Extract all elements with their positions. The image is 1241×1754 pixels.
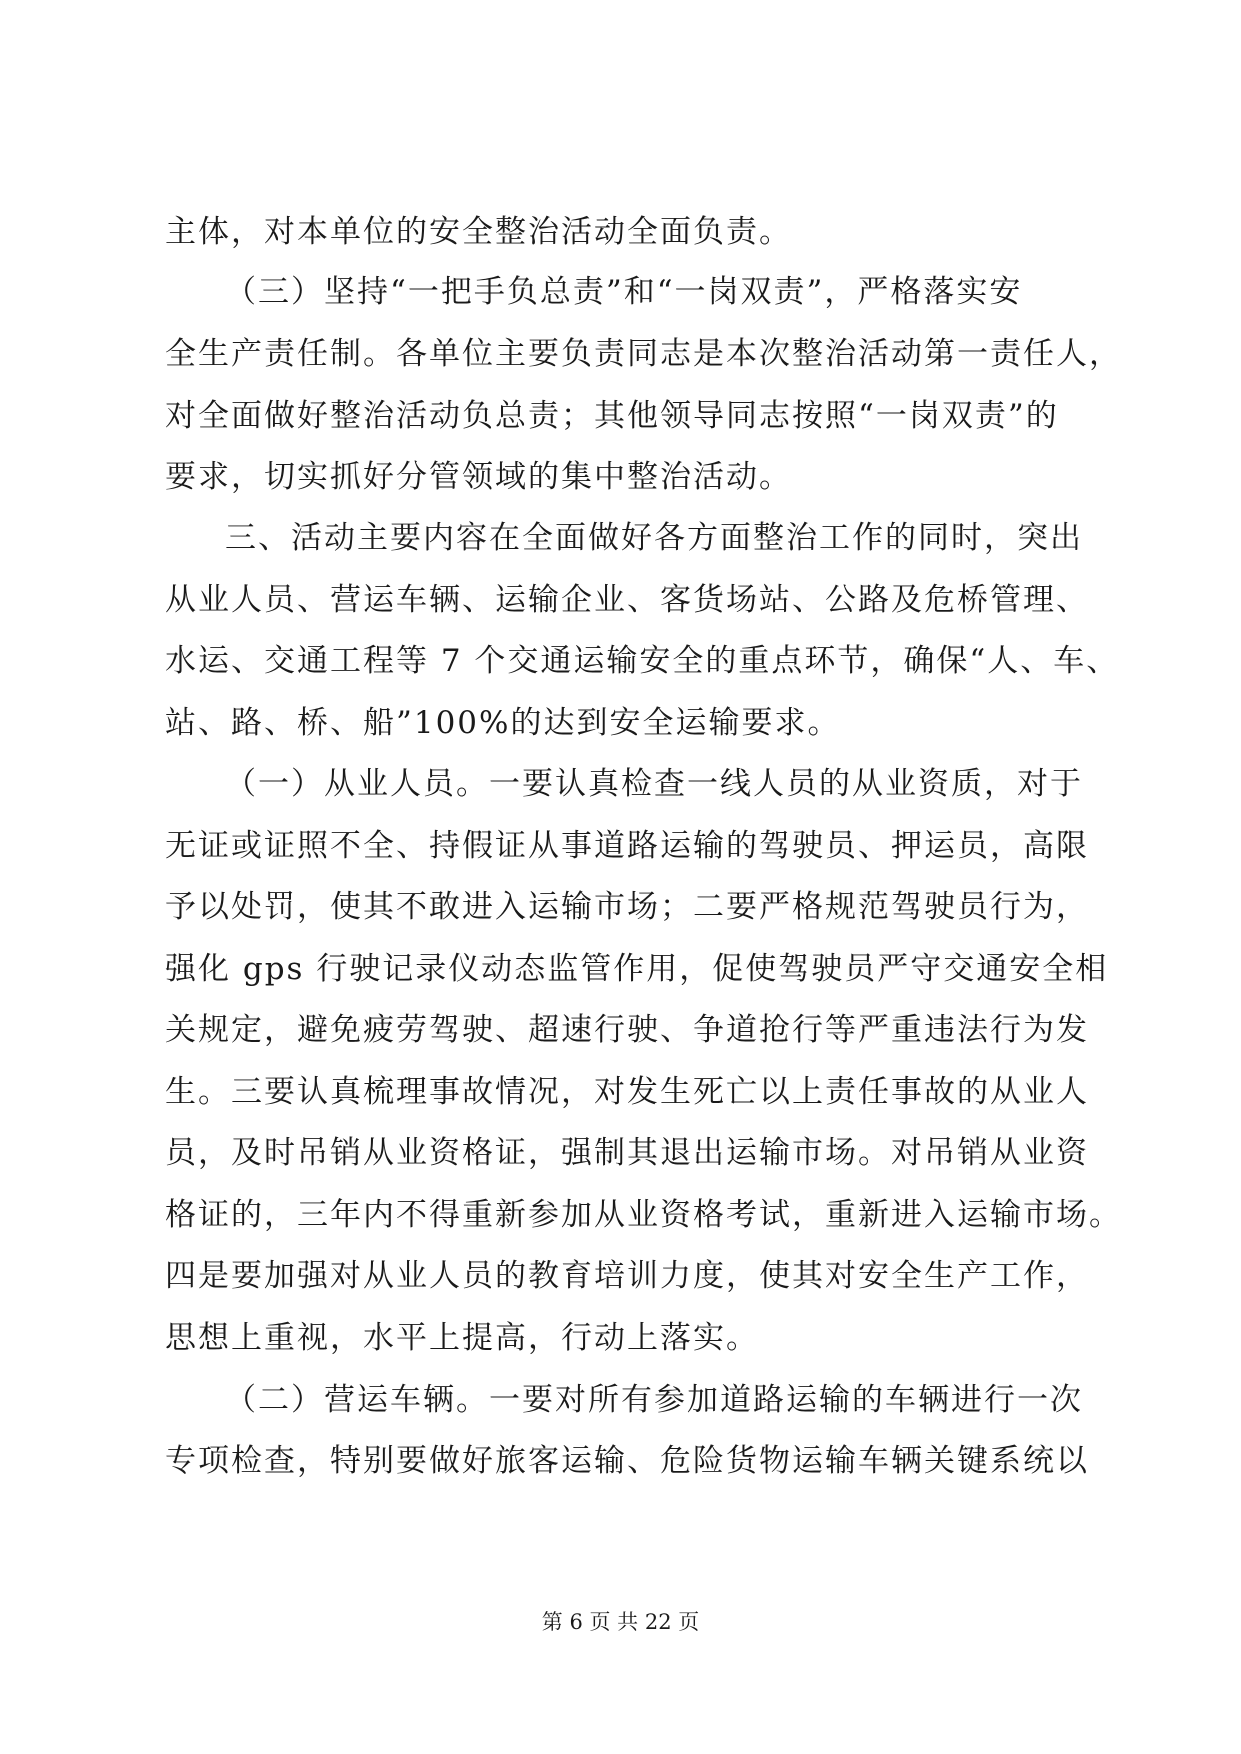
text-line-14: 关规定，避免疲劳驾驶、超速行驶、争道抢行等严重违法行为发 (165, 1012, 1089, 1048)
text-line-10: （一）从业人员。一要认真检查一线人员的从业资质，对于 (225, 766, 1083, 802)
text-line-12: 予以处罚，使其不敢进入运输市场；二要严格规范驾驶员行为， (165, 889, 1089, 925)
text-line-17: 格证的，三年内不得重新参加从业资格考试，重新进入运输市场。 (165, 1197, 1122, 1233)
text-line-7: 从业人员、营运车辆、运输企业、客货场站、公路及危桥管理、 (165, 582, 1089, 618)
text-line-19: 思想上重视，水平上提高，行动上落实。 (165, 1320, 759, 1356)
text-line-2: （三）坚持“一把手负总责”和“一岗双责”，严格落实安 (225, 274, 1023, 310)
text-line-18: 四是要加强对从业人员的教育培训力度，使其对安全生产工作， (165, 1258, 1089, 1294)
text-line-1: 主体，对本单位的安全整治活动全面负责。 (165, 214, 792, 250)
text-line-3: 全生产责任制。各单位主要负责同志是本次整治活动第一责任人， (165, 336, 1122, 372)
text-line-9: 站、路、桥、船”100%的达到安全运输要求。 (165, 705, 841, 741)
text-line-6: 三、活动主要内容在全面做好各方面整治工作的同时，突出 (225, 520, 1083, 556)
text-line-15: 生。三要认真梳理事故情况，对发生死亡以上责任事故的从业人 (165, 1074, 1089, 1110)
page-footer: 第 6 页 共 22 页 (541, 1610, 700, 1634)
text-line-4: 对全面做好整治活动负总责；其他领导同志按照“一岗双责”的 (165, 398, 1059, 434)
text-line-21: 专项检查，特别要做好旅客运输、危险货物运输车辆关键系统以 (165, 1443, 1089, 1479)
text-line-5: 要求，切实抓好分管领域的集中整治活动。 (165, 459, 792, 495)
text-line-16: 员，及时吊销从业资格证，强制其退出运输市场。对吊销从业资 (165, 1135, 1089, 1171)
text-line-13: 强化 gps 行驶记录仪动态监管作用，促使驾驶员严守交通安全相 (165, 951, 1109, 987)
text-line-20: （二）营运车辆。一要对所有参加道路运输的车辆进行一次 (225, 1382, 1083, 1418)
text-line-11: 无证或证照不全、持假证从事道路运输的驾驶员、押运员，高限 (165, 828, 1089, 864)
text-line-8: 水运、交通工程等 7 个交通运输安全的重点环节，确保“人、车、 (165, 643, 1120, 679)
